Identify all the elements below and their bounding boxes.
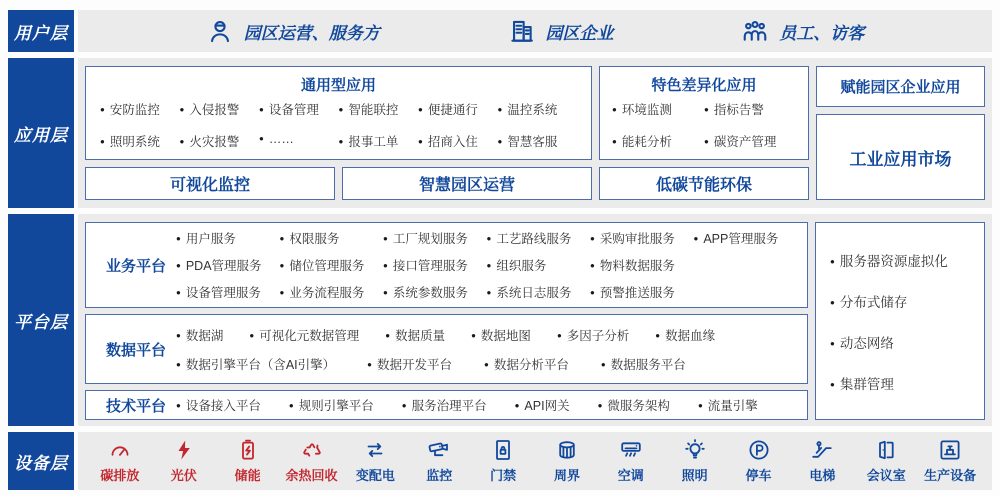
bullet-item: ● 流量引擎	[698, 396, 758, 414]
bullet-item: ● 数据湖	[176, 326, 223, 344]
bullet-item: ● 火灾报警	[180, 132, 260, 150]
user-group	[508, 17, 614, 45]
tech-platform-title: 技术平台	[105, 397, 166, 415]
bullet-item: ● 指标告警	[704, 100, 796, 118]
empower-enterprise-apps-box: 赋能园区企业应用	[816, 66, 985, 107]
device-label: 停车	[745, 468, 772, 483]
device-label: 光伏	[170, 468, 197, 483]
bullet-item: ● PDA管理服务	[176, 256, 280, 274]
bullet-item: ● 数据服务平台	[601, 355, 686, 373]
device-label: 余热回收	[285, 468, 338, 483]
operator-icon	[206, 17, 234, 45]
device-item	[854, 438, 918, 484]
bullet-item: ● 系统日志服务	[487, 283, 591, 301]
device-label: 变配电	[355, 468, 395, 483]
user-layer-band	[78, 10, 992, 52]
device-item	[152, 438, 216, 484]
bullet-item: ● APP管理服务	[694, 229, 798, 247]
bullet-item: ● 权限服务	[280, 229, 384, 247]
data-platform-list	[176, 326, 797, 373]
device-item	[535, 438, 599, 484]
general-applications-box	[85, 66, 592, 160]
bullet-item: ● 预警推送服务	[590, 283, 694, 301]
bullet-item: ● 智能联控	[339, 100, 419, 118]
bullet-item: ● API网关	[515, 396, 570, 414]
data-platform-row-1	[176, 326, 797, 344]
bullet-item: ● 系统参数服务	[383, 283, 487, 301]
device-label: 碳排放	[100, 468, 140, 483]
special-applications-box	[599, 66, 809, 160]
device-layer-row	[8, 432, 992, 490]
battery-bolt-icon	[236, 438, 260, 462]
device-item	[918, 438, 982, 484]
platform-layer-label: 平台层	[8, 214, 74, 426]
application-layer-band	[78, 58, 992, 208]
bullet-item: ● 工厂规划服务	[383, 229, 487, 247]
bullet-item: ● 能耗分析	[612, 132, 704, 150]
device-item	[280, 438, 344, 484]
bullet-item: ● 安防监控	[100, 100, 180, 118]
platform-layer-band	[78, 214, 992, 426]
general-applications-title: 通用型应用	[300, 77, 376, 94]
escalator-icon	[810, 438, 834, 462]
device-item	[471, 438, 535, 484]
device-item	[663, 438, 727, 484]
user-group-label: 园区运营、服务方	[243, 23, 380, 43]
banner-smart-park-operation: 智慧园区运营	[342, 167, 592, 200]
device-item	[343, 438, 407, 484]
platform-left-column	[85, 222, 808, 420]
bullet-item: ● 接口管理服务	[383, 256, 487, 274]
bullet-item: ● 工艺路线服务	[487, 229, 591, 247]
data-platform-title: 数据平台	[105, 341, 166, 359]
empty-cell	[694, 256, 798, 274]
special-applications-list	[600, 95, 808, 159]
bullet-item: ● 入侵报警	[180, 100, 260, 118]
device-label: 监控	[426, 468, 453, 483]
bullet-item: ● 组织服务	[487, 256, 591, 274]
user-layer-label: 用户层	[8, 10, 74, 52]
banner-visual-monitoring: 可视化监控	[85, 167, 335, 200]
bullet-item: ● 数据质量	[385, 326, 445, 344]
business-platform-list	[176, 229, 797, 301]
bullet-item: ● 数据开发平台	[367, 355, 452, 373]
application-right-column	[816, 66, 985, 200]
light-bulb-icon	[683, 438, 707, 462]
tech-platform-box	[85, 390, 808, 420]
device-item	[407, 438, 471, 484]
infrastructure-box	[815, 222, 985, 420]
device-item	[216, 438, 280, 484]
bullet-item: ● 数据血缘	[655, 326, 715, 344]
device-label: 储能	[234, 468, 261, 483]
device-item	[88, 438, 152, 484]
device-layer-label: 设备层	[8, 432, 74, 490]
bullet-item: ● 分布式储存	[830, 291, 970, 311]
bullet-item: ● 数据地图	[471, 326, 531, 344]
bullet-item: ● 设备管理	[259, 100, 339, 118]
platform-layer-row	[8, 214, 992, 426]
tech-platform-list	[176, 396, 797, 414]
building-icon	[508, 17, 536, 45]
device-label: 电梯	[809, 468, 836, 483]
bullet-item: ● ……	[259, 132, 339, 150]
meeting-room-icon	[874, 438, 898, 462]
device-label: 周界	[553, 468, 580, 483]
bullet-item: ● 设备管理服务	[176, 283, 280, 301]
swap-arrows-icon	[363, 438, 387, 462]
bullet-item: ● 温控系统	[498, 100, 578, 118]
user-group	[741, 17, 864, 45]
device-label: 照明	[681, 468, 708, 483]
bolt-icon	[172, 438, 196, 462]
perimeter-drum-icon	[555, 438, 579, 462]
device-item	[790, 438, 854, 484]
parking-icon	[747, 438, 771, 462]
industrial-app-market-box: 工业应用市场	[816, 114, 985, 200]
user-group	[206, 17, 380, 45]
bullet-item: ● 多因子分析	[557, 326, 629, 344]
data-platform-row-2	[176, 355, 797, 373]
device-label: 会议室	[866, 468, 906, 483]
recycle-icon	[300, 438, 324, 462]
device-label: 空调	[617, 468, 644, 483]
cctv-icon	[427, 438, 451, 462]
bullet-item: ● 储位管理服务	[280, 256, 384, 274]
device-label: 门禁	[490, 468, 517, 483]
data-platform-box	[85, 314, 808, 384]
bullet-item: ● 集群管理	[830, 373, 970, 393]
business-platform-box	[85, 222, 808, 308]
bullet-item: ● 数据分析平台	[484, 355, 569, 373]
user-group-label: 员工、访客	[779, 23, 865, 43]
bullet-item: ● 动态网络	[830, 332, 970, 352]
bullet-item: ● 招商入住	[418, 132, 498, 150]
general-applications-list	[86, 95, 591, 159]
bullet-item: ● 微服务架构	[598, 396, 670, 414]
device-item	[727, 438, 791, 484]
special-applications-title: 特色差异化应用	[651, 77, 757, 94]
empty-cell	[694, 283, 798, 301]
machine-icon	[938, 438, 962, 462]
bullet-item: ● 可视化元数据管理	[249, 326, 359, 344]
bullet-item: ● 物料数据服务	[590, 256, 694, 274]
bullet-item: ● 采购审批服务	[590, 229, 694, 247]
user-group-label: 园区企业	[545, 23, 614, 43]
bullet-item: ● 数据引擎平台（含AI引擎）	[176, 355, 335, 373]
bullet-item: ● 业务流程服务	[280, 283, 384, 301]
people-icon	[741, 17, 769, 45]
bullet-item: ● 设备接入平台	[176, 396, 261, 414]
bullet-item: ● 服务器资源虚拟化	[830, 250, 970, 270]
device-label: 生产设备	[924, 468, 977, 483]
bullet-item: ● 用户服务	[176, 229, 280, 247]
air-conditioner-icon	[619, 438, 643, 462]
business-platform-title: 业务平台	[105, 257, 166, 275]
door-lock-icon	[491, 438, 515, 462]
bullet-item: ● 服务治理平台	[402, 396, 487, 414]
bullet-item: ● 报事工单	[339, 132, 419, 150]
user-layer-row	[8, 10, 992, 52]
device-item	[599, 438, 663, 484]
banner-low-carbon: 低碳节能环保	[599, 167, 809, 200]
gauge-icon	[108, 438, 132, 462]
bullet-item: ● 智慧客服	[498, 132, 578, 150]
bullet-item: ● 照明系统	[100, 132, 180, 150]
bullet-item: ● 碳资产管理	[704, 132, 796, 150]
bullet-item: ● 环境监测	[612, 100, 704, 118]
application-layer-row	[8, 58, 992, 208]
bullet-item: ● 便捷通行	[418, 100, 498, 118]
device-layer-band	[78, 432, 992, 490]
bullet-item: ● 规则引擎平台	[289, 396, 374, 414]
application-layer-label: 应用层	[8, 58, 74, 208]
